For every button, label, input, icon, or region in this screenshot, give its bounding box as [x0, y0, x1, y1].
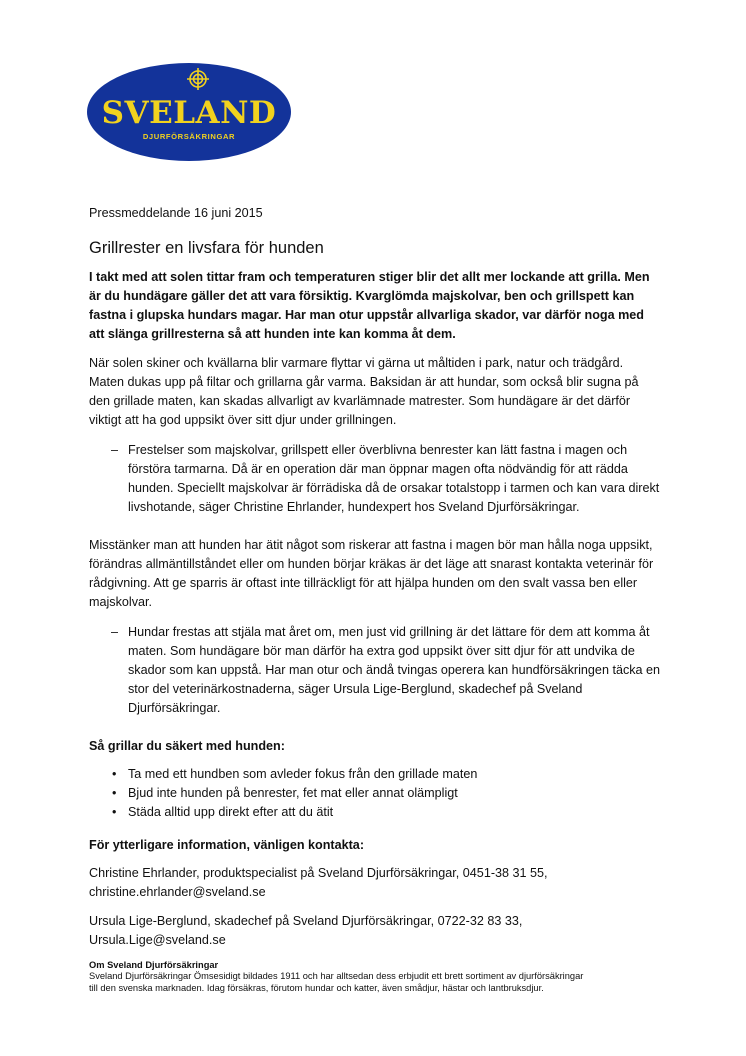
contact-christine-line: Christine Ehrlander, produktspecialist på Sveland Djurförsäkringar, 0451-38 31 55, [89, 866, 548, 880]
tip-text: Städa alltid upp direkt efter att du ätit [128, 805, 334, 819]
bullet-marker: • [112, 767, 117, 781]
logo-subtitle-text: DJURFÖRSÄKRINGAR [142, 132, 236, 141]
about-text-line-2: till den svenska marknaden. Idag försäkras, förutom hundar och katter, även smådjur, hästar och lantbruksdjur. [89, 982, 544, 993]
bullet-marker: • [112, 805, 117, 819]
list-item [89, 784, 661, 803]
tips-list [89, 765, 661, 822]
logo-graphic [86, 62, 292, 162]
press-release-body [89, 204, 661, 994]
dash-marker: – [111, 625, 119, 639]
headline: Grillrester en livsfara för hunden [89, 239, 324, 257]
list-item [89, 803, 661, 822]
body-paragraph-2: Misstänker man att hunden har ätit något som riskerar att fastna i magen bör man hålla noga uppsikt, förändras allmäntillståndet eller om hunden börjar kräkas är det läge att snarast kontakta veterinär för rådgivning. Att ge sparris är oftast inte tillräckligt för att hjälpa hunden om den svalt vassa ben eller majskolvar. [89, 538, 654, 609]
contact-christine [89, 864, 661, 902]
quote-block-2 [89, 623, 661, 718]
quote-text-1: Frestelser som majskolvar, grillspett eller överblivna benrester kan lätt fastna i magen och förstöra tarmarna. Då är en operation där man öppnar magen ofta nödvändig för att rädda hunden. Speciellt majskolvar är förrädiska då de orsakar totalstopp i tarmen och kan vara direkt livshotande, säger Christine Ehrlander, hundexpert hos Sveland Djurförsäkringar. [128, 443, 660, 514]
tips-heading: Så grillar du säkert med hunden: [89, 739, 285, 753]
list-item [89, 765, 661, 784]
sveland-logo [86, 62, 292, 162]
logo-brand-text: SVELAND [101, 95, 277, 131]
quote-block-1 [89, 441, 661, 517]
about-text-line-1: Sveland Djurförsäkringar Ömsesidigt bildades 1911 och har alltsedan dess erbjudit ett brett sortiment av djurförsäkringar [89, 971, 584, 981]
about-title: Om Sveland Djurförsäkringar [89, 960, 219, 970]
tip-text: Bjud inte hunden på benrester, fet mat eller annat olämpligt [128, 786, 458, 800]
dash-marker: – [111, 443, 119, 457]
lead-paragraph: I takt med att solen tittar fram och temperaturen stiger blir det allt mer lockande att grilla. Men är du hundägare gäller det att vara försiktig. Kvarglömda majskolvar, ben och grillspett kan fastna i glupska hundars magar. Har man otur uppstår allvarliga skador, var därför noga med att slänga grillresterna så att hunden inte kan komma åt dem. [89, 270, 650, 341]
contact-heading: För ytterligare information, vänligen kontakta: [89, 838, 365, 852]
tip-text: Ta med ett hundben som avleder fokus från den grillade maten [128, 767, 478, 781]
quote-text-2: Hundar frestas att stjäla mat året om, men just vid grillning är det lättare för dem att komma åt maten. Som hundägare bör man därför ha extra god uppsikt över sitt djur för att undvika de skador som kan uppstå. Har man otur och ändå tvingas operera kan hundförsäkringen täcka en stor del veterinärkostnaderna, säger Ursula Lige-Berglund, skadechef på Sveland Djurförsäkringar. [128, 625, 661, 715]
bullet-marker: • [112, 786, 117, 800]
contact-christine-email-link[interactable]: christine.ehrlander@sveland.se [89, 885, 266, 899]
contact-ursula[interactable]: Ursula Lige-Berglund, skadechef på Sveland Djurförsäkringar, 0722-32 83 33, Ursula.Lige@sveland.se [89, 914, 523, 947]
dateline: Pressmeddelande 16 juni 2015 [89, 206, 263, 220]
body-paragraph-1: När solen skiner och kvällarna blir varmare flyttar vi gärna ut måltiden i park, natur och trädgård. Maten dukas upp på filtar och grillarna går varma. Baksidan är att hundar, som också blir sugna på den grillade maten, kan skadas allvarligt av kvarlämnade matrester. Som hundägare är det därför viktigt att ha god uppsikt över sitt djur under grillningen. [89, 356, 639, 427]
